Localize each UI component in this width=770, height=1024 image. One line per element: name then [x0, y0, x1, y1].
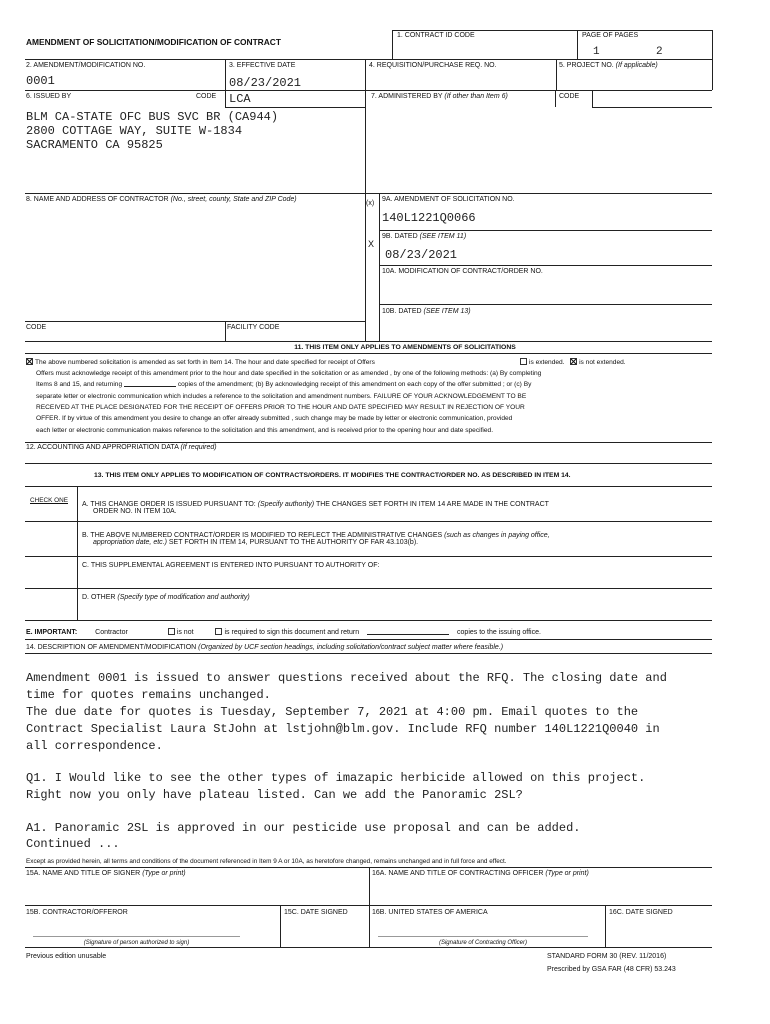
x-column-label: (x) [366, 200, 375, 207]
description-line: time for quotes remains unchanged. [26, 688, 271, 702]
except-text: Except as provided herein, all terms and conditions of the document referenced in Item 9 A or 10A, as heretofore changed, remains unchanged and in full force and effect. [26, 858, 507, 865]
officer-label: 16A. NAME AND TITLE OF CONTRACTING OFFICER (Type or print) [372, 870, 589, 877]
signer-label: 15A. NAME AND TITLE OF SIGNER (Type or print) [26, 870, 186, 877]
previous-edition: Previous edition unusable [26, 953, 107, 960]
form-title: AMENDMENT OF SOLICITATION/MODIFICATION OF CONTRACT [26, 37, 281, 47]
amendment-no-value: 0001 [26, 74, 55, 88]
extended-checkbox[interactable] [520, 358, 527, 365]
item11-line5: RECEIVED AT THE PLACE DESIGNATED FOR THE RECEIPT OF OFFERS PRIOR TO THE HOUR AND DATE SPECIFIED MAY RESULT IN REJECTION OF YOUR [36, 404, 525, 411]
issued-by-label: 6. ISSUED BY [26, 93, 72, 100]
item11-title: 11. THIS ITEM ONLY APPLIES TO AMENDMENTS OF SOLICITATIONS [294, 344, 516, 351]
description-line: The due date for quotes is Tuesday, September 7, 2021 at 4:00 pm. Email quotes to the [26, 705, 639, 719]
description-line: A1. Panoramic 2SL is approved in our pesticide use proposal and can be added. [26, 821, 581, 835]
dated-9b-label: 9B. DATED (SEE ITEM 11) [382, 233, 467, 240]
issuer-address-line2: 2800 COTTAGE WAY, SUITE W-1834 [26, 124, 243, 138]
description-line: Contract Specialist Laura StJohn at lstjohn@blm.gov. Include RFQ number 140L1221Q0040 in [26, 722, 660, 736]
item11-line7: each letter or electronic communication makes reference to the solicitation and this amendment, and is received prior to the opening hour and date specified. [36, 427, 494, 434]
item11-line2: Offers must acknowledge receipt of this amendment prior to the hour and date specified in the solicitation or as amended , by one of the following methods: (a) By completing [36, 370, 542, 377]
date-signed-15c-label: 15C. DATE SIGNED [284, 909, 348, 916]
effective-date-label: 3. EFFECTIVE DATE [229, 62, 296, 69]
page-of-pages-label: PAGE OF PAGES [582, 32, 639, 39]
project-no-label: 5. PROJECT NO. (If applicable) [559, 62, 658, 69]
contractor-label: 8. NAME AND ADDRESS OF CONTRACTOR (No., street, county, State and ZIP Code) [26, 196, 297, 203]
x-mark-9b: X [368, 239, 375, 249]
accounting-label: 12. ACCOUNTING AND APPROPRIATION DATA (If required) [26, 444, 217, 451]
signature-officer-label: (Signature of Contracting Officer) [438, 940, 528, 946]
description-line: all correspondence. [26, 739, 163, 753]
standard-form-label: STANDARD FORM 30 (REV. 11/2016) [547, 953, 667, 960]
issued-by-code-value: LCA [229, 92, 251, 106]
dated-10b-label: 10B. DATED (SEE ITEM 13) [382, 308, 471, 315]
item11-line1: The above numbered solicitation is amended as set forth in Item 14. The hour and date specified for receipt of Offers [26, 358, 375, 369]
option-a-line2: ORDER NO. IN ITEM 10A. [93, 508, 177, 515]
extended-option: is extended. is not extended. [520, 358, 626, 369]
effective-date-value: 08/23/2021 [229, 76, 302, 90]
total-pages: 2 [656, 46, 663, 58]
item11-line6: OFFER. If by virtue of this amendment you desire to change an offer already submitted , such change may be made by letter or electronic communication, provided [36, 415, 513, 422]
option-c-line[interactable]: C. THIS SUPPLEMENTAL AGREEMENT IS ENTERED INTO PURSUANT TO AUTHORITY OF: [82, 562, 380, 569]
option-d-line[interactable]: D. OTHER (Specify type of modification and authority) [82, 594, 250, 601]
option-b-line2: appropriation date, etc.) SET FORTH IN ITEM 14, PURSUANT TO THE AUTHORITY OF FAR 43.103(b). [93, 539, 419, 546]
modification-no-label: 10A. MODIFICATION OF CONTRACT/ORDER NO. [382, 268, 543, 275]
option-b-line1[interactable]: B. THE ABOVE NUMBERED CONTRACT/ORDER IS MODIFIED TO REFLECT THE ADMINISTRATIVE CHANGES (such as changes in paying office, [82, 532, 550, 539]
issuer-address-line3: SACRAMENTO CA 95825 [26, 138, 163, 152]
item11-line3: Items 8 and 15, and returning copies of the amendment; (b) By acknowledging receipt of this amendment on each copy of the offer submitted ; or (c) By [36, 381, 532, 388]
dated-9b-value: 08/23/2021 [385, 248, 458, 262]
is-not-checkbox[interactable] [168, 628, 175, 635]
item14-label: 14. DESCRIPTION OF AMENDMENT/MODIFICATION (Organized by UCF section headings, including solicitation/contract subject matter where feasible.) [26, 644, 504, 651]
page-number: 1 [593, 46, 600, 58]
signature-person-label: (Signature of person authorized to sign) [83, 940, 190, 946]
solicitation-no-value: 140L1221Q0066 [382, 211, 476, 225]
description-line: Right now you only have plateau listed. Can we add the Panoramic 2SL? [26, 788, 523, 802]
amendment-no-label: 2. AMENDMENT/MODIFICATION NO. [26, 62, 146, 69]
check-one-label: CHECK ONE [30, 497, 68, 504]
date-signed-16c-label: 16C. DATE SIGNED [609, 909, 673, 916]
solicitation-no-label: 9A. AMENDMENT OF SOLICITATION NO. [382, 196, 515, 203]
description-line: Q1. I Would like to see the other types of imazapic herbicide allowed on this project. [26, 771, 646, 785]
copies-return-blank[interactable] [367, 634, 449, 635]
copies-blank[interactable] [124, 386, 176, 387]
issuer-address-line1: BLM CA-STATE OFC BUS SVC BR (CA944) [26, 110, 279, 124]
contractor-code-label: CODE [26, 324, 47, 331]
administered-code-label: CODE [559, 93, 580, 100]
facility-code-label: FACILITY CODE [227, 324, 280, 331]
important-row: E. IMPORTANT: Contractor is not is required to sign this document and return copies to the issuing office. [26, 629, 541, 636]
is-required-checkbox[interactable] [215, 628, 222, 635]
prescribed-by-label: Prescribed by GSA FAR (48 CFR) 53.243 [547, 966, 676, 973]
option-a-line1[interactable]: A. THIS CHANGE ORDER IS ISSUED PURSUANT TO: (Specify authority) THE CHANGES SET FORTH IN ITEM 14 ARE MADE IN THE CONTRACT [82, 501, 549, 508]
not-extended-checkbox[interactable] [570, 358, 577, 365]
item11-line4: separate letter or electronic communication which includes a reference to the solicitation and amendment numbers. FAILURE OF YOUR ACKNOWLEDGEMENT TO BE [36, 393, 527, 400]
description-line: Continued ... [26, 837, 120, 851]
amended-checkbox[interactable] [26, 358, 33, 365]
item13-title: 13. THIS ITEM ONLY APPLIES TO MODIFICATION OF CONTRACTS/ORDERS. IT MODIFIES THE CONTRACT/ORDER NO. AS DESCRIBED IN ITEM 14. [94, 472, 571, 479]
usa-label: 16B. UNITED STATES OF AMERICA [372, 909, 488, 916]
administered-by-label: 7. ADMINISTERED BY (If other than Item 6) [371, 93, 508, 100]
contract-id-label: 1. CONTRACT ID CODE [397, 32, 475, 39]
contractor-offeror-label: 15B. CONTRACTOR/OFFEROR [26, 909, 128, 916]
requisition-label: 4. REQUISITION/PURCHASE REQ. NO. [369, 62, 497, 69]
description-line: Amendment 0001 is issued to answer questions received about the RFQ. The closing date and [26, 671, 667, 685]
issued-by-code-label: CODE [196, 93, 217, 100]
